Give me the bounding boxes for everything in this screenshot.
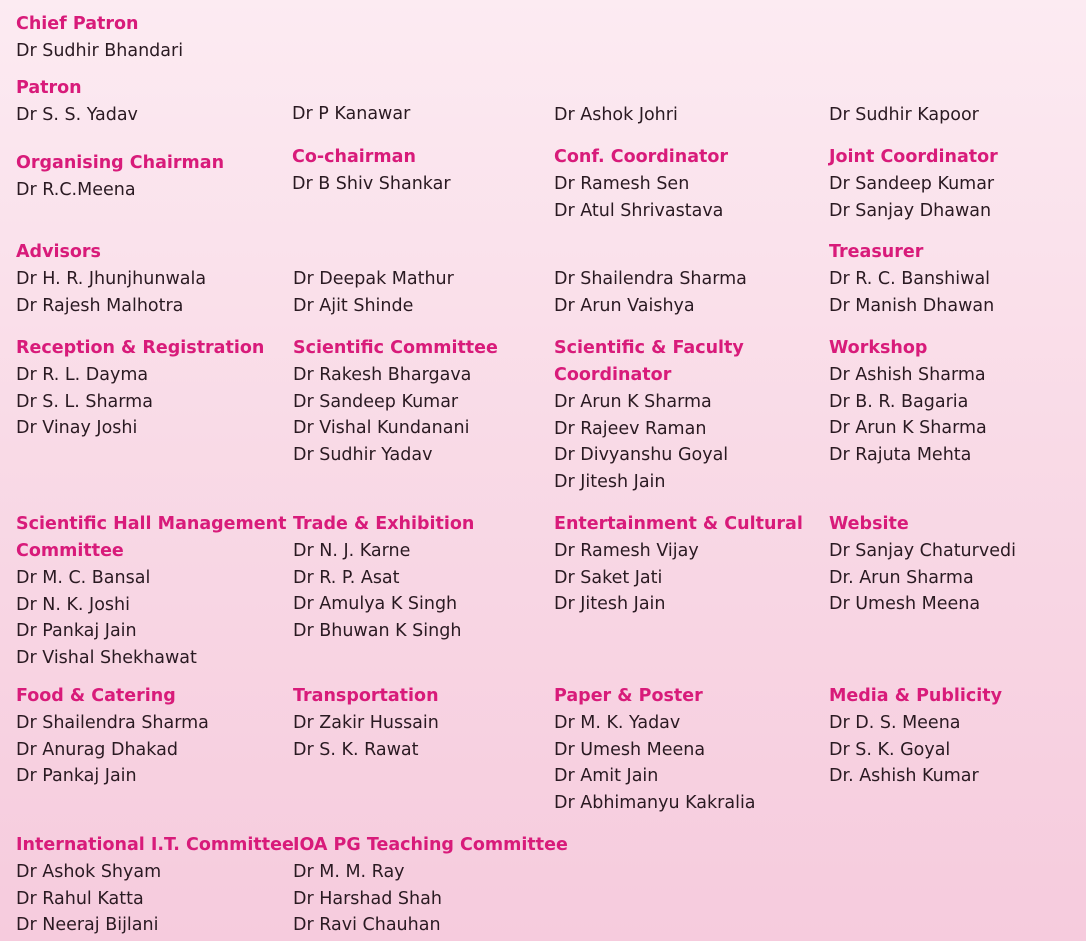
member-name: Dr Deepak Mathur — [293, 269, 454, 289]
section-conf-coordinator — [554, 144, 728, 224]
section-title: Workshop — [829, 338, 928, 358]
member-name: Dr. Arun Sharma — [829, 567, 974, 588]
member-name: Dr Vinay Joshi — [16, 418, 138, 439]
member-name: Dr Abhimanyu Kakralia — [554, 793, 756, 814]
section-title-line-1: Scientific Hall Management — [16, 514, 287, 534]
section-title: Media & Publicity — [829, 686, 1003, 706]
member-name: Dr P Kanawar — [292, 104, 411, 124]
section-title: Scientific Committee — [293, 338, 498, 358]
section-title: Reception & Registration — [16, 338, 265, 358]
member-name: Dr Amit Jain — [554, 766, 659, 787]
section-title: Advisors — [16, 242, 101, 262]
section-website — [829, 511, 1016, 618]
member-name: Dr Harshad Shah — [293, 888, 442, 909]
member-name: Dr Pankaj Jain — [16, 621, 137, 642]
member-name: Dr Shailendra Sharma — [554, 269, 747, 289]
section-organising-chairman — [16, 150, 224, 204]
section-food-catering — [16, 683, 209, 790]
section-scientific-faculty — [554, 335, 744, 496]
member-name: Dr Sudhir Yadav — [293, 445, 433, 466]
member-name: Dr N. J. Karne — [293, 541, 411, 561]
member-name: Dr Umesh Meena — [554, 739, 706, 760]
member-name: Dr R.C.Meena — [16, 180, 136, 200]
member-name: Dr Saket Jati — [554, 567, 663, 588]
section-paper-poster — [554, 683, 756, 817]
section-title: Chief Patron — [16, 14, 139, 34]
section-trade-exhibition — [293, 511, 474, 645]
member-name: Dr B. R. Bagaria — [829, 391, 969, 412]
section-scientific-committee — [293, 335, 498, 469]
section-entertainment — [554, 511, 803, 618]
section-title: Transportation — [293, 686, 439, 706]
section-title: International I.T. Committee — [16, 835, 294, 855]
member-name: Dr Atul Shrivastava — [554, 200, 724, 221]
member-name: Dr Bhuwan K Singh — [293, 621, 462, 642]
section-treasurer — [829, 239, 994, 319]
member-name: Dr. Ashish Kumar — [829, 766, 979, 787]
section-chief-patron — [16, 11, 183, 65]
member-name: Dr Neeraj Bijlani — [16, 915, 159, 936]
section-title-line-2: Committee — [16, 541, 124, 561]
section-hall-management — [16, 511, 286, 672]
member-name: Dr Jitesh Jain — [554, 472, 666, 493]
section-co-chairman — [292, 144, 451, 198]
member-name: Dr Umesh Meena — [829, 594, 981, 615]
member-name: Dr Ashok Johri — [554, 105, 678, 125]
member-name: Dr Ashish Sharma — [829, 365, 986, 385]
member-name: Dr Sudhir Kapoor — [829, 105, 979, 125]
member-name: Dr Vishal Kundanani — [293, 418, 470, 439]
member-name: Dr Rajesh Malhotra — [16, 295, 184, 316]
member-name: Dr Amulya K Singh — [293, 594, 458, 615]
section-title: Patron — [16, 78, 82, 98]
section-title-line-1: Scientific & Faculty — [554, 338, 744, 358]
member-name: Dr Ravi Chauhan — [293, 915, 441, 936]
member-name: Dr S. K. Rawat — [293, 739, 419, 760]
member-name: Dr M. M. Ray — [293, 862, 405, 882]
member-name: Dr Vishal Shekhawat — [16, 648, 197, 669]
member-name: Dr B Shiv Shankar — [292, 174, 451, 194]
section-reception — [16, 335, 264, 442]
member-name: Dr Ajit Shinde — [293, 295, 414, 316]
section-media-publicity — [829, 683, 1002, 790]
member-name: Dr Arun K Sharma — [829, 418, 987, 439]
member-name: Dr R. P. Asat — [293, 567, 400, 588]
member-name: Dr Jitesh Jain — [554, 594, 666, 615]
member-name: Dr Divyanshu Goyal — [554, 445, 729, 466]
member-name: Dr Zakir Hussain — [293, 713, 439, 733]
member-name: Dr H. R. Jhunjhunwala — [16, 269, 207, 289]
member-name: Dr Sandeep Kumar — [829, 174, 995, 194]
section-title: Entertainment & Cultural — [554, 514, 803, 534]
member-name: Dr S. K. Goyal — [829, 739, 951, 760]
section-title: Conf. Coordinator — [554, 147, 729, 167]
section-title: Food & Catering — [16, 686, 176, 706]
member-name: Dr M. K. Yadav — [554, 713, 681, 733]
member-name: Dr Rajuta Mehta — [829, 445, 972, 466]
member-name: Dr R. L. Dayma — [16, 365, 149, 385]
section-title: Trade & Exhibition — [293, 514, 475, 534]
member-name: Dr Rakesh Bhargava — [293, 365, 472, 385]
member-name: Dr Anurag Dhakad — [16, 739, 178, 760]
section-title: Paper & Poster — [554, 686, 703, 706]
section-title: Co-chairman — [292, 147, 416, 167]
section-joint-coordinator — [829, 144, 998, 224]
section-international-it — [16, 832, 294, 939]
advisors-col-2 — [293, 266, 454, 319]
section-workshop — [829, 335, 987, 469]
member-name: Dr Manish Dhawan — [829, 295, 995, 316]
member-name: Dr Ramesh Sen — [554, 174, 690, 194]
member-name: Dr R. C. Banshiwal — [829, 269, 991, 289]
member-name: Dr Rahul Katta — [16, 888, 144, 909]
section-patron — [16, 75, 138, 129]
section-title: Organising Chairman — [16, 153, 225, 173]
member-name: Dr Ramesh Vijay — [554, 541, 699, 561]
member-name: Dr N. K. Joshi — [16, 594, 130, 615]
section-title-line-2: Coordinator — [554, 365, 672, 385]
member-name: Dr Sandeep Kumar — [293, 391, 459, 412]
member-name: Dr S. L. Sharma — [16, 391, 153, 412]
member-name: Dr S. S. Yadav — [16, 105, 138, 125]
member-name: Dr Arun Vaishya — [554, 295, 695, 316]
member-name: Dr Rajeev Raman — [554, 418, 707, 439]
member-name: Dr Sudhir Bhandari — [16, 41, 184, 61]
member-name: Dr Sanjay Dhawan — [829, 200, 992, 221]
member-name: Dr Pankaj Jain — [16, 766, 137, 787]
section-title: Treasurer — [829, 242, 924, 262]
section-title: IOA PG Teaching Committee — [293, 835, 568, 855]
section-ioa-pg-teaching — [293, 832, 568, 939]
member-name: Dr Sanjay Chaturvedi — [829, 541, 1016, 561]
section-advisors — [16, 239, 206, 319]
advisors-col-3 — [554, 266, 747, 319]
member-name: Dr Ashok Shyam — [16, 862, 162, 882]
member-name: Dr Arun K Sharma — [554, 392, 712, 412]
section-transportation — [293, 683, 439, 763]
section-title: Website — [829, 514, 909, 534]
member-name: Dr D. S. Meena — [829, 713, 961, 733]
section-title: Joint Coordinator — [829, 147, 998, 167]
member-name: Dr M. C. Bansal — [16, 568, 151, 588]
member-name: Dr Shailendra Sharma — [16, 713, 209, 733]
